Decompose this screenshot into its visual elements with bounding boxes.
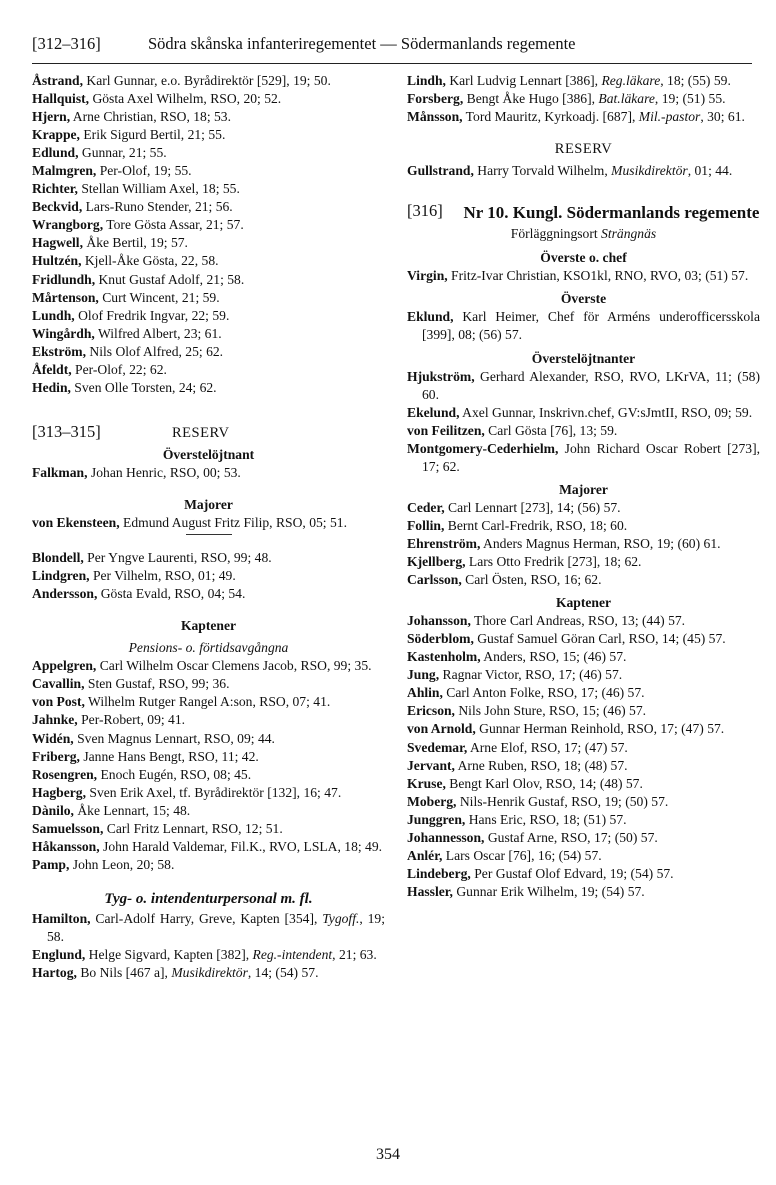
person-surname: Hultzén, <box>32 253 82 269</box>
list-item <box>32 126 385 144</box>
list-item <box>32 820 385 838</box>
list-item <box>32 838 385 856</box>
person-details: Per Yngve Laurenti, RSO, 99; 48. <box>83 550 272 566</box>
person-details: Carl Wilhelm Oscar Clemens Jacob, RSO, 99; 35. <box>96 658 372 674</box>
person-surname: Cavallin, <box>32 676 85 692</box>
person-surname: Ahlin, <box>407 685 443 701</box>
person-details: Anders Magnus Herman, RSO, 19; (60) 61. <box>480 535 721 551</box>
list-item: Forsberg, Bengt Åke Hugo [386], Bat.läkare, 19; (51) 55. <box>407 91 726 107</box>
person-details: Lars-Runo Stender, 21; 56. <box>82 199 233 215</box>
list-item <box>32 730 385 748</box>
list-item <box>32 711 385 729</box>
person-details: Erik Sigurd Bertil, 21; 55. <box>79 127 226 143</box>
person-details: Gustaf Arne, RSO, 17; (50) 57. <box>484 829 658 845</box>
reserv-heading: RESERV <box>554 141 613 158</box>
list-item <box>407 829 760 847</box>
person-details: Knut Gustaf Adolf, 21; 58. <box>95 271 245 287</box>
regiment-title: Nr 10. Kungl. Södermanlands regemente <box>463 203 760 223</box>
person-surname: Eklund, <box>407 309 454 325</box>
right-column <box>407 72 760 901</box>
person-details: Nils John Sture, RSO, 15; (46) 57. <box>454 703 647 719</box>
person-details: Gunnar, 21; 55. <box>78 145 167 161</box>
person-surname: Appelgren, <box>32 658 97 674</box>
person-details: Åke Lennart, 15; 48. <box>73 802 191 818</box>
list-item <box>32 252 385 270</box>
list-item <box>407 535 760 553</box>
list-item <box>32 675 385 693</box>
person-details: Wilhelm Rutger Rangel A:son, RSO, 07; 41. <box>84 694 331 710</box>
left-column <box>32 72 385 982</box>
entry-list <box>32 657 385 874</box>
person-surname: von Post, <box>32 694 85 710</box>
reserv-subheading <box>32 423 385 442</box>
person-details: Bengt Karl Olov, RSO, 14; (48) 57. <box>445 775 643 791</box>
list-item <box>32 216 385 234</box>
list-item <box>32 856 385 874</box>
list-item <box>407 648 760 666</box>
list-item <box>32 307 385 325</box>
person-details: Arne Elof, RSO, 17; (47) 57. <box>467 739 628 755</box>
list-item <box>32 464 385 482</box>
entry-list <box>407 267 760 285</box>
entry-list <box>32 549 385 603</box>
person-details: Johan Henric, RSO, 00; 53. <box>87 464 241 480</box>
rank-heading-majorer: Majorer <box>559 481 608 497</box>
person-details: John Harald Valdemar, Fil.K., RVO, LSLA, 18; 49. <box>99 838 383 854</box>
person-surname: von Ekensteen, <box>32 515 120 531</box>
person-details: Karl Gunnar, e.o. Byrådirektör [529], 19; 50. <box>82 73 331 88</box>
rank-heading-majorer: Majorer <box>184 496 233 512</box>
person-details: Curt Wincent, 21; 59. <box>98 289 220 305</box>
person-surname: Kastenholm, <box>407 649 481 665</box>
list-item <box>32 514 385 532</box>
person-surname: Åstrand, <box>32 73 83 88</box>
list-item: Månsson, Tord Mauritz, Kyrkoadj. [687], Mil.-pastor, 30; 61. <box>407 109 745 125</box>
rank-heading-kaptener: Kaptener <box>555 595 612 611</box>
person-details: Gösta Axel Wilhelm, RSO, 20; 52. <box>89 91 282 107</box>
list-item <box>32 180 385 198</box>
header-title: Södra skånska infanteriregementet — Södermanlands regemente <box>148 34 576 53</box>
person-details: Per Gustaf Olof Edvard, 19; (54) 57. <box>470 865 674 881</box>
person-surname: Hassler, <box>407 883 453 899</box>
person-details: Nils Olof Alfred, 25; 62. <box>86 343 224 359</box>
list-item <box>32 343 385 361</box>
person-surname: Ekelund, <box>407 404 460 420</box>
header-page-range: [312–316] <box>32 34 101 53</box>
rank-heading-overstelojtnant: Överstelöjtnant <box>162 446 255 462</box>
list-item: Gullstrand, Harry Torvald Wilhelm, Musikdirektör, 01; 44. <box>407 163 733 179</box>
person-details: Anders, RSO, 15; (46) 57. <box>480 649 627 665</box>
subheading-pensions: Pensions- o. förtidsavgångna <box>128 640 289 656</box>
person-details: Per-Robert, 09; 41. <box>77 712 186 728</box>
person-surname: Samuelsson, <box>32 820 104 836</box>
list-item <box>32 234 385 252</box>
person-surname: Montgomery-Cederhielm, <box>407 440 559 456</box>
section-title: RESERV <box>172 424 230 441</box>
person-details: Axel Gunnar, Inskrivn.chef, GV:sJmtII, RSO, 09; 59. <box>459 404 753 420</box>
person-surname: Virgin, <box>407 268 448 284</box>
person-details: Sven Magnus Lennart, RSO, 09; 44. <box>73 730 275 746</box>
person-surname: Moberg, <box>407 793 457 809</box>
list-item <box>407 739 760 757</box>
person-surname: Lundh, <box>32 307 75 323</box>
person-details: John Leon, 20; 58. <box>69 856 175 872</box>
person-surname: Jahnke, <box>32 712 78 728</box>
list-item <box>32 802 385 820</box>
person-details: Per-Olof, 19; 55. <box>96 163 192 179</box>
person-surname: Pamp, <box>32 856 70 872</box>
person-surname: Lindeberg, <box>407 865 471 881</box>
person-surname: Follin, <box>407 517 445 533</box>
person-surname: Wrangborg, <box>32 217 104 233</box>
list-item <box>32 567 385 585</box>
person-surname: Junggren, <box>407 811 466 827</box>
person-details: Stellan William Axel, 18; 55. <box>77 181 240 197</box>
garrison-line: Förläggningsort Strängnäs <box>510 226 657 242</box>
person-surname: Krappe, <box>32 127 80 143</box>
person-surname: Lindgren, <box>32 568 90 584</box>
list-item: Hartog, Bo Nils [467 a], Musikdirektör, 14; (54) 57. <box>32 965 319 981</box>
person-surname: Fridlundh, <box>32 271 96 287</box>
list-item <box>32 90 385 108</box>
person-details: Janne Hans Bengt, RSO, 11; 42. <box>79 748 259 764</box>
person-surname: Malmgren, <box>32 163 97 179</box>
person-details: Olof Fredrik Ingvar, 22; 59. <box>74 307 230 323</box>
person-surname: Johansson, <box>407 613 471 629</box>
person-details: Carl Lennart [273], 14; (56) 57. <box>444 499 621 515</box>
person-details: Fritz-Ivar Christian, KSO1kl, RNO, RVO, 03; (51) 57. <box>447 268 749 284</box>
entry-list <box>407 368 760 476</box>
person-surname: Richter, <box>32 181 78 197</box>
list-item <box>407 630 760 648</box>
page-number: 354 <box>376 1146 400 1163</box>
person-surname: Blondell, <box>32 550 84 566</box>
list-item <box>407 553 760 571</box>
list-item <box>32 693 385 711</box>
person-surname: Johannesson, <box>407 829 485 845</box>
person-details: Hans Eric, RSO, 18; (51) 57. <box>465 811 627 827</box>
person-surname: Ekström, <box>32 343 86 359</box>
person-details: Carl Anton Folke, RSO, 17; (46) 57. <box>442 685 645 701</box>
person-surname: Wingårdh, <box>32 325 95 341</box>
person-details: Ragnar Victor, RSO, 17; (46) 57. <box>439 667 623 683</box>
list-item <box>32 748 385 766</box>
person-surname: Ehrenström, <box>407 535 481 551</box>
entry-list <box>32 464 385 482</box>
list-item <box>407 368 760 404</box>
person-details: Sten Gustaf, RSO, 99; 36. <box>84 676 230 692</box>
person-details: Carl Fritz Lennart, RSO, 12; 51. <box>103 820 283 836</box>
person-details: Wilfred Albert, 23; 61. <box>94 325 222 341</box>
person-details: John Richard Oscar Robert [273], 17; 62. <box>422 440 760 474</box>
person-surname: Dànilo, <box>32 802 74 818</box>
list-item <box>32 784 385 802</box>
list-item <box>32 289 385 307</box>
list-item <box>407 571 760 589</box>
person-details: Tore Gösta Assar, 21; 57. <box>103 217 244 233</box>
list-item <box>32 198 385 216</box>
person-details: Arne Ruben, RSO, 18; (48) 57. <box>454 757 628 773</box>
person-details: Nils-Henrik Gustaf, RSO, 19; (50) 57. <box>456 793 669 809</box>
person-details: Kjell-Åke Gösta, 22, 58. <box>81 253 219 269</box>
rank-heading-overste: Överste <box>560 291 607 307</box>
person-details: Lars Oscar [76], 16; (54) 57. <box>442 847 602 863</box>
list-item: Lindh, Karl Ludvig Lennart [386], Reg.läkare, 18; (55) 59. <box>407 73 731 88</box>
person-details: Carl Gösta [76], 13; 59. <box>484 422 618 438</box>
entry-list <box>32 72 385 397</box>
list-item <box>32 108 385 126</box>
person-details: Gösta Evald, RSO, 04; 54. <box>97 586 246 602</box>
person-details: Bernt Carl-Fredrik, RSO, 18; 60. <box>444 517 628 533</box>
person-surname: von Arnold, <box>407 721 476 737</box>
list-item <box>407 422 760 440</box>
list-item <box>407 775 760 793</box>
rank-heading-overstelojtnanter: Överstelöjtnanter <box>531 350 636 366</box>
list-item <box>407 440 760 476</box>
person-surname: Widén, <box>32 730 74 746</box>
section-number: [313–315] <box>32 421 101 441</box>
list-item: Englund, Helge Sigvard, Kapten [382], Reg.-intendent, 21; 63. <box>32 947 377 963</box>
person-surname: Ericson, <box>407 703 455 719</box>
person-details: Gunnar Herman Reinhold, RSO, 17; (47) 57. <box>475 721 725 737</box>
list-item <box>32 585 385 603</box>
list-item <box>407 684 760 702</box>
person-surname: Håkansson, <box>32 838 100 854</box>
person-surname: Hagberg, <box>32 784 86 800</box>
regiment-heading <box>407 202 760 223</box>
header-rule <box>32 63 752 64</box>
person-details: Sven Olle Torsten, 24; 62. <box>70 379 217 395</box>
person-surname: Rosengren, <box>32 766 98 782</box>
divider <box>186 534 232 535</box>
person-surname: Ceder, <box>407 499 445 515</box>
person-details: Arne Christian, RSO, 18; 53. <box>70 109 232 125</box>
list-item <box>32 325 385 343</box>
rank-heading-kaptener: Kaptener <box>180 618 237 634</box>
person-details: Carl Östen, RSO, 16; 62. <box>461 572 602 588</box>
list-item <box>407 720 760 738</box>
person-surname: Andersson, <box>32 586 98 602</box>
person-surname: Kruse, <box>407 775 446 791</box>
list-item <box>32 144 385 162</box>
person-surname: Svedemar, <box>407 739 468 755</box>
list-item <box>407 267 760 285</box>
person-surname: Carlsson, <box>407 572 462 588</box>
list-item <box>407 883 760 901</box>
person-details: Enoch Eugén, RSO, 08; 45. <box>97 766 252 782</box>
page-header <box>32 34 752 60</box>
list-item <box>32 72 385 90</box>
person-surname: Mårtenson, <box>32 289 99 305</box>
list-item <box>32 766 385 784</box>
person-surname: Edlund, <box>32 145 79 161</box>
person-surname: Friberg, <box>32 748 80 764</box>
rank-heading-overste-chef: Överste o. chef <box>540 250 627 266</box>
entry-list <box>32 514 385 532</box>
list-item <box>407 666 760 684</box>
list-item <box>32 657 385 675</box>
list-item <box>407 865 760 883</box>
list-item <box>407 308 760 344</box>
entry-list <box>407 499 760 589</box>
list-item <box>32 271 385 289</box>
person-surname: Anlér, <box>407 847 443 863</box>
person-details: Åke Bertil, 19; 57. <box>82 235 188 251</box>
person-surname: Kjellberg, <box>407 554 466 570</box>
person-surname: Söderblom, <box>407 631 474 647</box>
section-number: [316] <box>407 201 443 221</box>
list-item <box>407 499 760 517</box>
person-details: Lars Otto Fredrik [273], 18; 62. <box>465 554 642 570</box>
person-surname: Hallquist, <box>32 91 90 107</box>
person-details: Gustaf Samuel Göran Carl, RSO, 14; (45) 57. <box>473 631 726 647</box>
person-details: Sven Erik Axel, tf. Byrådirektör [132], 16; 47. <box>86 784 342 800</box>
person-details: Gerhard Alexander, RSO, RVO, LKrVA, 11; (58) 60. <box>422 368 760 402</box>
person-details: Gunnar Erik Wilhelm, 19; (54) 57. <box>452 883 645 899</box>
person-surname: Jervant, <box>407 757 455 773</box>
person-surname: Hagwell, <box>32 235 83 251</box>
list-item <box>407 702 760 720</box>
person-surname: von Feilitzen, <box>407 422 485 438</box>
list-item <box>407 811 760 829</box>
person-surname: Beckvid, <box>32 199 83 215</box>
person-details: Per-Olof, 22; 62. <box>71 361 167 377</box>
list-item <box>32 549 385 567</box>
person-surname: Jung, <box>407 667 440 683</box>
list-item <box>407 517 760 535</box>
list-item <box>32 379 385 397</box>
person-details: Karl Heimer, Chef för Arméns underofficersskola [399], 08; (56) 57. <box>422 309 760 343</box>
list-item <box>32 162 385 180</box>
list-item <box>407 404 760 422</box>
person-details: Edmund August Fritz Filip, RSO, 05; 51. <box>119 515 347 531</box>
person-surname: Falkman, <box>32 464 88 480</box>
person-surname: Åfeldt, <box>32 361 72 377</box>
person-details: Thore Carl Andreas, RSO, 13; (44) 57. <box>470 613 686 629</box>
person-surname: Hjern, <box>32 109 71 125</box>
entry-list <box>407 612 760 901</box>
person-details: Per Vilhelm, RSO, 01; 49. <box>89 568 236 584</box>
list-item <box>407 847 760 865</box>
person-surname: Hedin, <box>32 379 71 395</box>
list-item <box>407 757 760 775</box>
list-item <box>32 361 385 379</box>
entry-list <box>407 308 760 344</box>
list-item: Hamilton, Carl-Adolf Harry, Greve, Kapten [354], Tygoff., 19; 58. <box>32 910 385 944</box>
person-surname: Hjukström, <box>407 368 475 384</box>
list-item <box>407 612 760 630</box>
heading-tyg: Tyg- o. intendenturpersonal m. fl. <box>104 890 313 907</box>
list-item <box>407 793 760 811</box>
